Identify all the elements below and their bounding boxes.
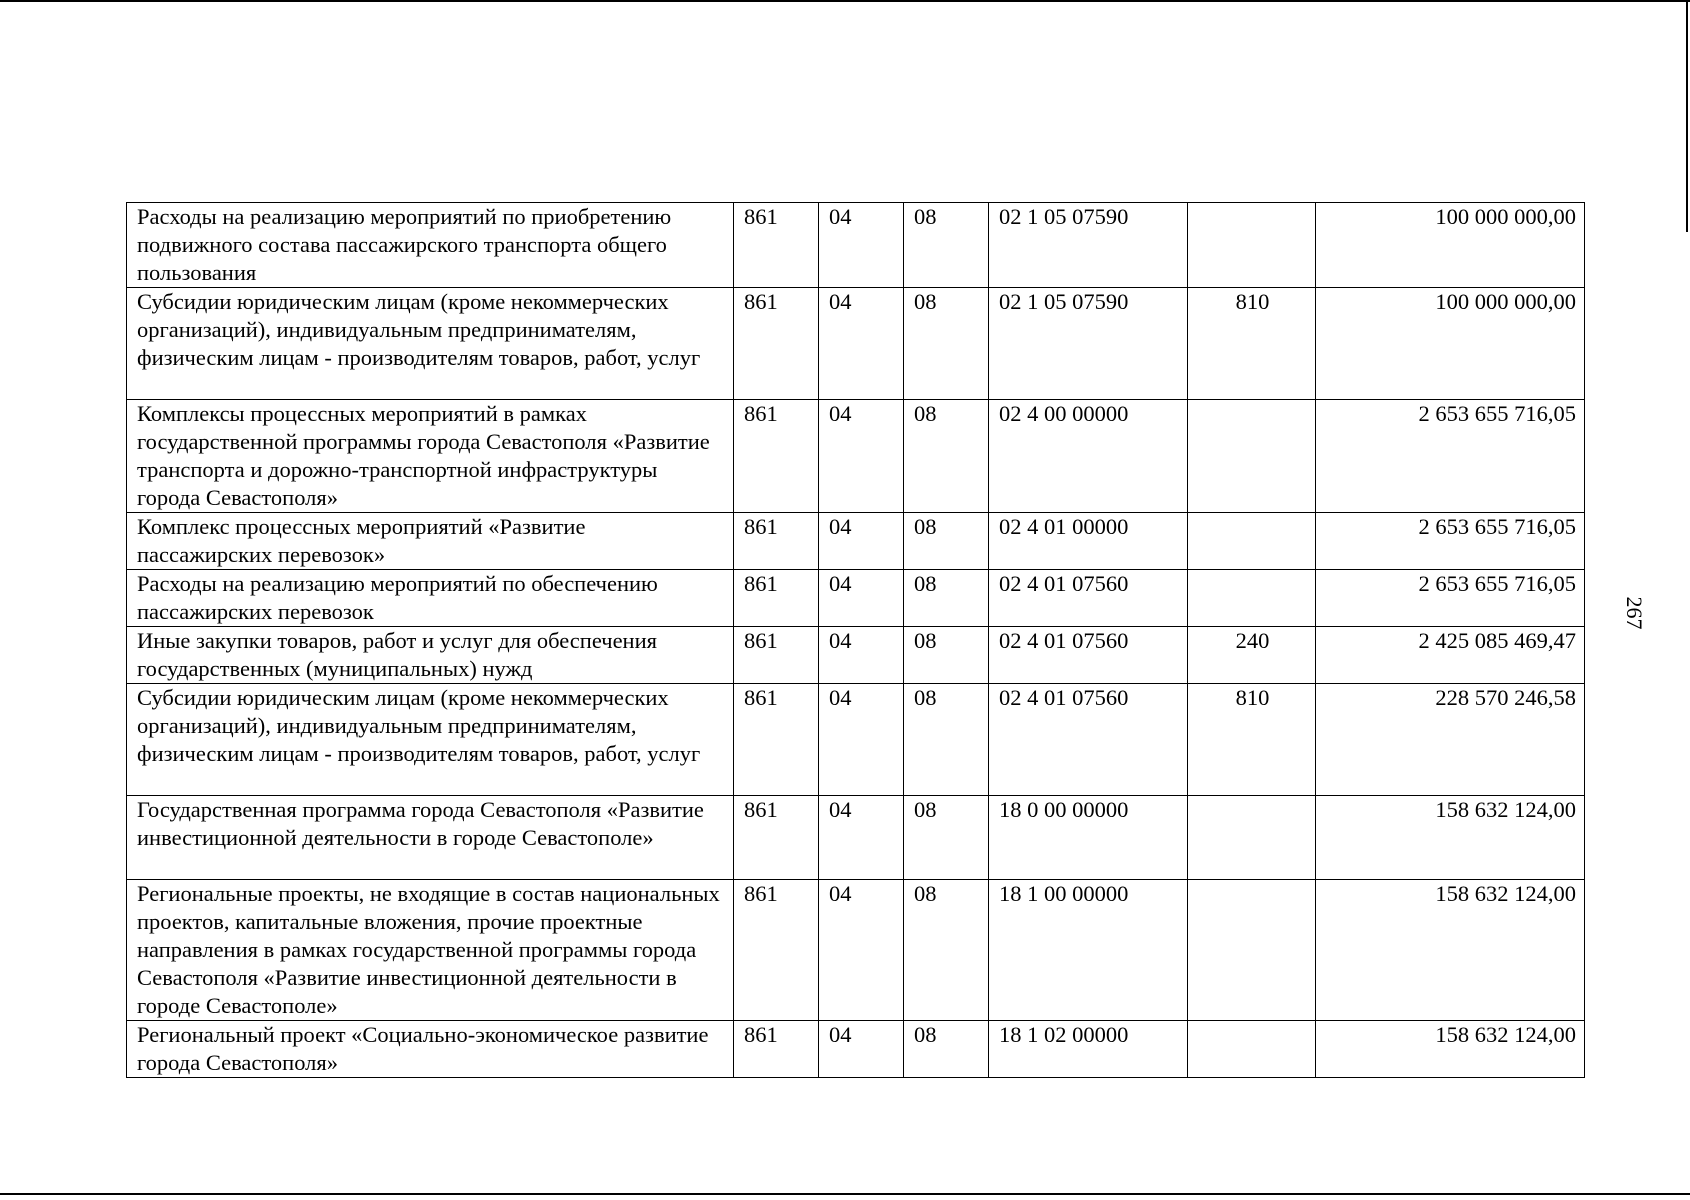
cell-ved: 861 xyxy=(734,288,819,400)
cell-name: Комплекс процессных мероприятий «Развитие пассажирских перевозок» xyxy=(127,513,734,570)
cell-rz: 04 xyxy=(819,400,904,513)
cell-sum: 100 000 000,00 xyxy=(1316,203,1585,288)
cell-pr: 08 xyxy=(904,796,989,880)
cell-sum: 158 632 124,00 xyxy=(1316,880,1585,1021)
cell-csr: 18 0 00 00000 xyxy=(989,796,1188,880)
cell-sum: 2 653 655 716,05 xyxy=(1316,570,1585,627)
cell-name: Иные закупки товаров, работ и услуг для обеспечения государственных (муниципальных) нужд xyxy=(127,627,734,684)
cell-rz: 04 xyxy=(819,570,904,627)
cell-sum: 158 632 124,00 xyxy=(1316,796,1585,880)
cell-vr xyxy=(1188,796,1316,880)
cell-rz: 04 xyxy=(819,288,904,400)
cell-vr xyxy=(1188,400,1316,513)
cell-vr xyxy=(1188,203,1316,288)
cell-sum: 100 000 000,00 xyxy=(1316,288,1585,400)
table-row xyxy=(127,796,1585,880)
scan-edge-bottom xyxy=(0,1193,1690,1195)
cell-ved: 861 xyxy=(734,796,819,880)
cell-csr: 02 4 01 07560 xyxy=(989,570,1188,627)
cell-name: Субсидии юридическим лицам (кроме некоммерческих организаций), индивидуальным предпринимателям, физическим лицам - производителям товаров, работ, услуг xyxy=(127,684,734,796)
cell-csr: 18 1 00 00000 xyxy=(989,880,1188,1021)
cell-csr: 02 4 01 00000 xyxy=(989,513,1188,570)
table-row xyxy=(127,513,1585,570)
cell-csr: 02 4 01 07560 xyxy=(989,684,1188,796)
cell-name: Расходы на реализацию мероприятий по обеспечению пассажирских перевозок xyxy=(127,570,734,627)
cell-csr: 02 1 05 07590 xyxy=(989,203,1188,288)
table-row xyxy=(127,1021,1585,1078)
cell-name: Региональные проекты, не входящие в состав национальных проектов, капитальные вложения, прочие проектные направления в рамках государственной программы города Севастополя «Развитие инвестиционной деятельности в городе Севастополе» xyxy=(127,880,734,1021)
cell-pr: 08 xyxy=(904,684,989,796)
cell-ved: 861 xyxy=(734,513,819,570)
cell-sum: 228 570 246,58 xyxy=(1316,684,1585,796)
cell-rz: 04 xyxy=(819,513,904,570)
cell-pr: 08 xyxy=(904,513,989,570)
cell-ved: 861 xyxy=(734,1021,819,1078)
cell-vr: 810 xyxy=(1188,288,1316,400)
cell-rz: 04 xyxy=(819,684,904,796)
cell-name: Государственная программа города Севастополя «Развитие инвестиционной деятельности в городе Севастополе» xyxy=(127,796,734,880)
table-row xyxy=(127,627,1585,684)
cell-sum: 2 653 655 716,05 xyxy=(1316,400,1585,513)
cell-pr: 08 xyxy=(904,203,989,288)
cell-vr xyxy=(1188,1021,1316,1078)
cell-name: Региональный проект «Социально-экономическое развитие города Севастополя» xyxy=(127,1021,734,1078)
cell-sum: 2 653 655 716,05 xyxy=(1316,513,1585,570)
cell-ved: 861 xyxy=(734,203,819,288)
cell-sum: 2 425 085 469,47 xyxy=(1316,627,1585,684)
cell-rz: 04 xyxy=(819,796,904,880)
table-body xyxy=(127,203,1585,1078)
cell-rz: 04 xyxy=(819,203,904,288)
cell-ved: 861 xyxy=(734,684,819,796)
cell-ved: 861 xyxy=(734,880,819,1021)
cell-name: Комплексы процессных мероприятий в рамках государственной программы города Севастополя «Развитие транспорта и дорожно-транспортной инфраструктуры города Севастополя» xyxy=(127,400,734,513)
cell-rz: 04 xyxy=(819,880,904,1021)
cell-csr: 02 1 05 07590 xyxy=(989,288,1188,400)
scan-edge-right xyxy=(1686,0,1688,232)
table-row xyxy=(127,570,1585,627)
table-row xyxy=(127,203,1585,288)
cell-ved: 861 xyxy=(734,570,819,627)
cell-vr: 810 xyxy=(1188,684,1316,796)
cell-name: Субсидии юридическим лицам (кроме некоммерческих организаций), индивидуальным предпринимателям, физическим лицам - производителям товаров, работ, услуг xyxy=(127,288,734,400)
cell-vr xyxy=(1188,880,1316,1021)
cell-ved: 861 xyxy=(734,627,819,684)
cell-pr: 08 xyxy=(904,880,989,1021)
page-number: 267 xyxy=(1622,596,1647,630)
budget-table xyxy=(126,202,1585,1078)
table-row xyxy=(127,400,1585,513)
cell-vr xyxy=(1188,513,1316,570)
table-row xyxy=(127,288,1585,400)
cell-vr: 240 xyxy=(1188,627,1316,684)
cell-csr: 02 4 00 00000 xyxy=(989,400,1188,513)
cell-name: Расходы на реализацию мероприятий по приобретению подвижного состава пассажирского транспорта общего пользования xyxy=(127,203,734,288)
scan-edge-top xyxy=(0,0,1690,2)
table-row xyxy=(127,880,1585,1021)
cell-pr: 08 xyxy=(904,570,989,627)
cell-ved: 861 xyxy=(734,400,819,513)
cell-pr: 08 xyxy=(904,627,989,684)
cell-rz: 04 xyxy=(819,1021,904,1078)
cell-csr: 18 1 02 00000 xyxy=(989,1021,1188,1078)
cell-pr: 08 xyxy=(904,1021,989,1078)
cell-sum: 158 632 124,00 xyxy=(1316,1021,1585,1078)
cell-pr: 08 xyxy=(904,288,989,400)
cell-rz: 04 xyxy=(819,627,904,684)
cell-pr: 08 xyxy=(904,400,989,513)
cell-csr: 02 4 01 07560 xyxy=(989,627,1188,684)
cell-vr xyxy=(1188,570,1316,627)
table-row xyxy=(127,684,1585,796)
